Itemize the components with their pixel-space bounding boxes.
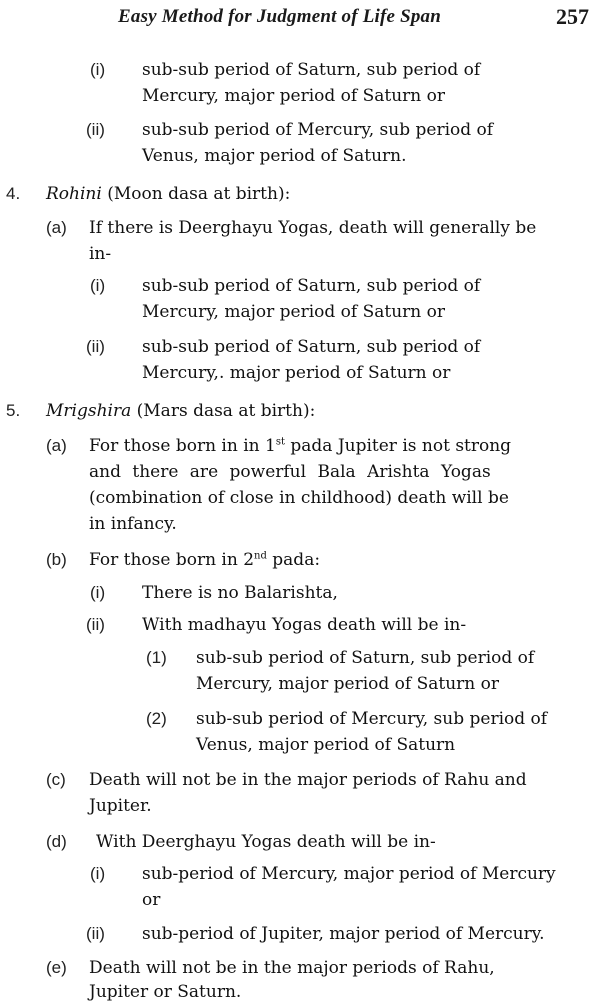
item-line: There is no Balarishta, — [142, 583, 338, 603]
item-line: sub-period of Mercury, major period of Mercury — [142, 864, 556, 884]
item-label: (ii) — [86, 924, 105, 943]
item-line: sub-sub period of Saturn, sub period of — [142, 60, 481, 80]
item-line: Venus, major period of Saturn. — [142, 146, 407, 166]
running-header — [0, 4, 600, 34]
page-number: 257 — [556, 4, 589, 29]
item-label: (ii) — [86, 120, 105, 139]
item-line: and there are powerful Bala Arishta Yogas — [89, 462, 491, 482]
running-title: Easy Method for Judgment of Life Span — [118, 6, 442, 27]
item-line: For those born in in 1st pada Jupiter is not strong — [89, 436, 512, 456]
nakshatra-name: Rohini — [46, 184, 102, 204]
item-line: sub-sub period of Saturn, sub period of — [142, 276, 481, 296]
item-line: Death will not be in the major periods of Rahu and — [89, 770, 527, 790]
item-line: sub-sub period of Saturn, sub period of — [196, 648, 535, 668]
item-line: sub-period of Jupiter, major period of Mercury. — [142, 924, 545, 944]
item-label: (a) — [46, 218, 67, 237]
item-line: (combination of close in childhood) death will be — [89, 488, 509, 508]
item-label: (i) — [90, 583, 106, 602]
item-label: (e) — [46, 958, 67, 977]
item-line: Death will not be in the major periods of Rahu, — [89, 958, 495, 978]
item-label: (ii) — [86, 337, 105, 356]
item-line: Mercury, major period of Saturn or — [142, 302, 445, 322]
item-label: (1) — [146, 648, 167, 667]
item-line: For those born in 2nd pada: — [89, 550, 321, 570]
item-line: With madhayu Yogas death will be in- — [142, 615, 467, 635]
item-label: (b) — [46, 550, 67, 569]
item-label: (2) — [146, 709, 167, 728]
section-title: (Moon dasa at birth): — [101, 184, 291, 204]
item-line: Venus, major period of Saturn — [196, 735, 456, 755]
item-label: (i) — [90, 60, 106, 79]
item-line: Mercury, major period of Saturn or — [142, 86, 445, 106]
item-line: With Deerghayu Yogas death will be in- — [96, 832, 436, 852]
item-line: in- — [89, 244, 112, 264]
section-number: 5. — [6, 401, 21, 420]
item-line: sub-sub period of Mercury, sub period of — [142, 120, 494, 140]
item-line: sub-sub period of Saturn, sub period of — [142, 337, 481, 357]
item-line: or — [142, 890, 161, 910]
item-line: sub-sub period of Mercury, sub period of — [196, 709, 548, 729]
item-label: (a) — [46, 436, 67, 455]
item-line: Mercury, major period of Saturn or — [196, 674, 499, 694]
item-line: If there is Deerghayu Yogas, death will generally be — [89, 218, 537, 238]
item-line: in infancy. — [89, 514, 177, 534]
item-label: (c) — [46, 770, 66, 789]
item-label: (i) — [90, 864, 106, 883]
section-number: 4. — [6, 184, 21, 203]
nakshatra-name: Mrigshira — [46, 401, 132, 421]
item-line: Jupiter. — [89, 796, 152, 816]
item-label: (ii) — [86, 615, 105, 634]
item-label: (i) — [90, 276, 106, 295]
section-title: (Mars dasa at birth): — [131, 401, 316, 421]
item-line: Jupiter or Saturn. — [89, 982, 242, 1002]
item-label: (d) — [46, 832, 67, 851]
item-line: Mercury,. major period of Saturn or — [142, 363, 451, 383]
